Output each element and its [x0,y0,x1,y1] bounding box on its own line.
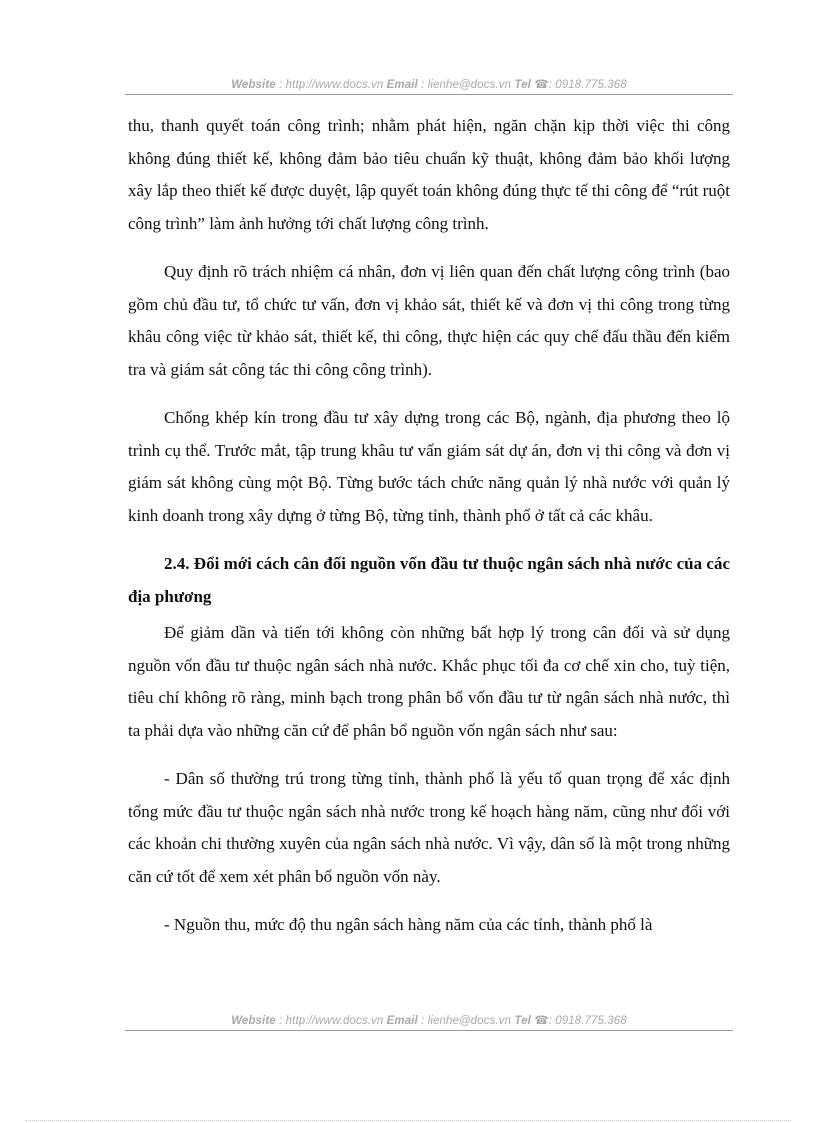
document-body [128,110,730,958]
header-website-value: : http://www.docs.vn [279,79,384,91]
page-footer [125,1013,733,1027]
paragraph-6: - Nguồn thu, mức độ thu ngân sách hàng năm của các tỉnh, thành phố là [164,915,653,934]
header-tel-label: Tel [514,79,531,91]
header-email-label: Email [386,79,418,91]
footer-email-label: Email [386,1015,418,1027]
page-bottom-border [25,1120,791,1121]
page-header [125,77,733,91]
footer-tel-value: : 0918.775.368 [548,1015,627,1027]
footer-website-label: Website [231,1015,276,1027]
paragraph-3: Chống khép kín trong đầu tư xây dựng trong các Bộ, ngành, địa phương theo lộ trình cụ thể. Trước mắt, tập trung khâu tư vấn giám sát dự án, đơn vị thi công và đơn vị giám sát không cùng một Bộ. Từng bước tách chức năng quản lý nhà nước với quản lý kinh doanh trong xây dựng ở từng Bộ, từng tỉnh, thành phố ở tất cả các khâu. [128,408,730,525]
footer-tel-label: Tel [514,1015,531,1027]
header-tel-value: : 0918.775.368 [548,79,627,91]
header-divider [125,94,733,95]
phone-icon: ☎ [534,1015,549,1027]
phone-icon: ☎ [534,79,549,91]
footer-website-value: : http://www.docs.vn [279,1015,384,1027]
paragraph-4: Để giảm dần và tiến tới không còn những bất hợp lý trong cân đối và sử dụng nguồn vốn đầu tư thuộc ngân sách nhà nước. Khắc phục tối đa cơ chế xin cho, tuỳ tiện, tiêu chí không rõ ràng, minh bạch trong phân bổ vốn đầu tư từ ngân sách nhà nước, thì ta phải dựa vào những căn cứ để phân bổ nguồn vốn ngân sách như sau: [128,623,730,740]
header-email-value: : lienhe@docs.vn [421,79,512,91]
section-heading: 2.4. Đổi mới cách cân đối nguồn vốn đầu tư thuộc ngân sách nhà nước của các địa phương [128,554,730,606]
footer-divider [125,1030,733,1031]
header-website-label: Website [231,79,276,91]
footer-email-value: : lienhe@docs.vn [421,1015,512,1027]
paragraph-2: Quy định rõ trách nhiệm cá nhân, đơn vị liên quan đến chất lượng công trình (bao gồm chủ đầu tư, tổ chức tư vấn, đơn vị khảo sát, thiết kế và đơn vị thi công trong từng khâu công việc từ khảo sát, thiết kế, thi công, thực hiện các quy chế đấu thầu đến kiểm tra và giám sát công tác thi công công trình). [128,262,730,379]
paragraph-1: thu, thanh quyết toán công trình; nhằm phát hiện, ngăn chặn kịp thời việc thi công không đúng thiết kế, không đảm bảo tiêu chuẩn kỹ thuật, không đảm bảo khối lượng xây lắp theo thiết kế được duyệt, lập quyết toán không đúng thực tế thi công để “rút ruột công trình” làm ảnh hưởng tới chất lượng công trình. [128,116,730,233]
paragraph-5: - Dân số thường trú trong từng tỉnh, thành phố là yếu tố quan trọng để xác định tổng mức đầu tư thuộc ngân sách nhà nước trong kế hoạch hàng năm, cũng như đối với các khoản chi thường xuyên của ngân sách nhà nước. Vì vậy, dân số là một trong những căn cứ tốt để xem xét phân bổ nguồn vốn này. [128,769,730,886]
